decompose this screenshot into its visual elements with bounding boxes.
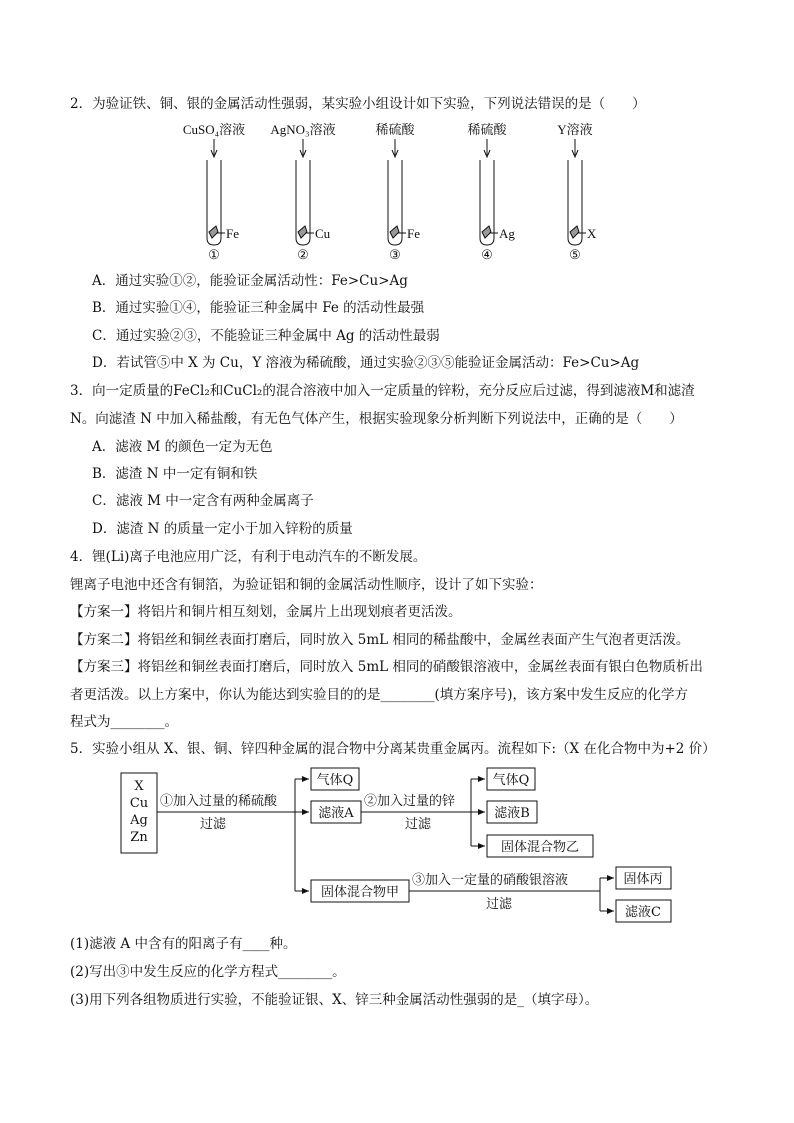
q5-stem: 5．实验小组从 X、银、铜、锌四种金属的混合物中分离某贵重金属丙。流程如下:（X 在化合物中为+2 价）: [70, 741, 716, 757]
step2-label: ②加入过量的锌: [364, 794, 456, 809]
q5-sub2: (2)写出③中发生反应的化学方程式________。: [70, 964, 346, 980]
q2-stem: 2．为验证铁、铜、银的金属活动性强弱，某实验小组设计如下实验，下列说法错误的是（ ）: [70, 96, 646, 112]
gas-q: 气体Q: [316, 773, 354, 788]
q3-stem-line2: N。向滤渣 N 中加入稀盐酸，有无色气体产生，根据实验现象分析判断下列说法中，正确的是（ ）: [70, 411, 683, 427]
step1-label: ①加入过量的稀硫酸: [160, 794, 278, 809]
step3-label: ③加入一定量的硝酸银溶液: [412, 873, 569, 888]
q3-option-b: B．滤渣 N 中一定有铜和铁: [92, 466, 258, 482]
tube-reagent-label: 稀硫酸: [375, 122, 415, 137]
mixture-x: X: [134, 779, 144, 794]
tube-metal-label: X: [587, 226, 597, 241]
tube-reagent-label: AgNO₃溶液: [270, 122, 336, 137]
q2-option-c: C．通过实验②③，不能验证三种金属中 Ag 的活动性最弱: [92, 328, 440, 344]
gas-q2: 气体Q: [492, 773, 530, 788]
q3-option-c: C．滤液 M 中一定含有两种金属离子: [92, 493, 314, 509]
q4-line7: 程式为________。: [70, 714, 178, 730]
q4-plan2: 【方案二】将铝丝和铜丝表面打磨后，同时放入 5mL 相同的稀盐酸中，金属丝表面产生气泡者更活泼。: [70, 632, 690, 648]
tube-number: ②: [297, 247, 309, 262]
mixture-ag: Ag: [130, 813, 148, 828]
solid-a: 固体混合物甲: [320, 885, 400, 900]
tube-number: ①: [208, 247, 220, 262]
q3-stem-line1: 3．向一定质量的FeCl₂和CuCl₂的混合溶液中加入一定质量的锌粉，充分反应后过滤，得到滤液M和滤渣: [70, 383, 695, 399]
filtrate-b: 滤液B: [494, 806, 530, 821]
tube-reagent-label: Y溶液: [557, 122, 593, 137]
q4-plan3: 【方案三】将铝丝和铜丝表面打磨后，同时放入 5mL 相同的硝酸银溶液中，金属丝表面有银白色物质析出: [70, 659, 703, 675]
tube-number: ③: [389, 247, 401, 262]
q5-sub1: (1)滤液 A 中含有的阳离子有____种。: [70, 936, 297, 952]
q4-plan1: 【方案一】将铝片和铜片相互刻划，金属片上出现划痕者更活泼。: [70, 604, 462, 620]
tube-metal-label: Fe: [226, 226, 239, 241]
tube-reagent-label: CuSO₄溶液: [182, 122, 246, 137]
tube-metal-label: Fe: [407, 226, 420, 241]
tube-number: ⑤: [569, 247, 581, 262]
q4-line1: 4．锂(Li)离子电池应用广泛，有利于电动汽车的不断发展。: [70, 549, 427, 565]
solid-c: 固体丙: [623, 872, 663, 887]
q4-line6: 者更活泼。以上方案中，你认为能达到实验目的的是________(填方案序号)，该方案中发生反应的化学方: [70, 687, 689, 703]
q2-option-a: A．通过实验①②，能验证金属活动性：Fe>Cu>Ag: [92, 273, 408, 289]
mixture-zn: Zn: [130, 830, 148, 845]
solid-b: 固体混合物乙: [500, 840, 580, 855]
tube-reagent-label: 稀硫酸: [467, 122, 507, 137]
q2-option-b: B．通过实验①④，能验证三种金属中 Fe 的活动性最强: [92, 300, 425, 316]
tube-metal-label: Cu: [315, 226, 331, 241]
step2-filter: 过滤: [405, 817, 432, 832]
step3-filter: 过滤: [486, 897, 513, 912]
filtrate-c: 滤液C: [625, 905, 661, 920]
q3-option-d: D．滤渣 N 的质量一定小于加入锌粉的质量: [92, 521, 353, 537]
step1-filter: 过滤: [200, 817, 227, 832]
q2-option-d: D．若试管⑤中 X 为 Cu，Y 溶液为稀硫酸，通过实验②③⑤能验证金属活动：Fe>Cu>Ag: [92, 355, 640, 371]
q4-line2: 锂离子电池中还含有铜箔，为验证铝和铜的金属活动性顺序，设计了如下实验：: [70, 577, 543, 593]
q5-sub3: (3)用下列各组物质进行实验，不能验证银、X、锌三种金属活动性强弱的是_（填字母）。: [70, 992, 599, 1008]
q3-option-a: A．滤液 M 的颜色一定为无色: [92, 439, 273, 455]
tube-metal-label: Ag: [499, 226, 515, 241]
mixture-cu: Cu: [129, 796, 149, 811]
tube-number: ④: [481, 247, 493, 262]
filtrate-a: 滤液A: [318, 806, 354, 821]
